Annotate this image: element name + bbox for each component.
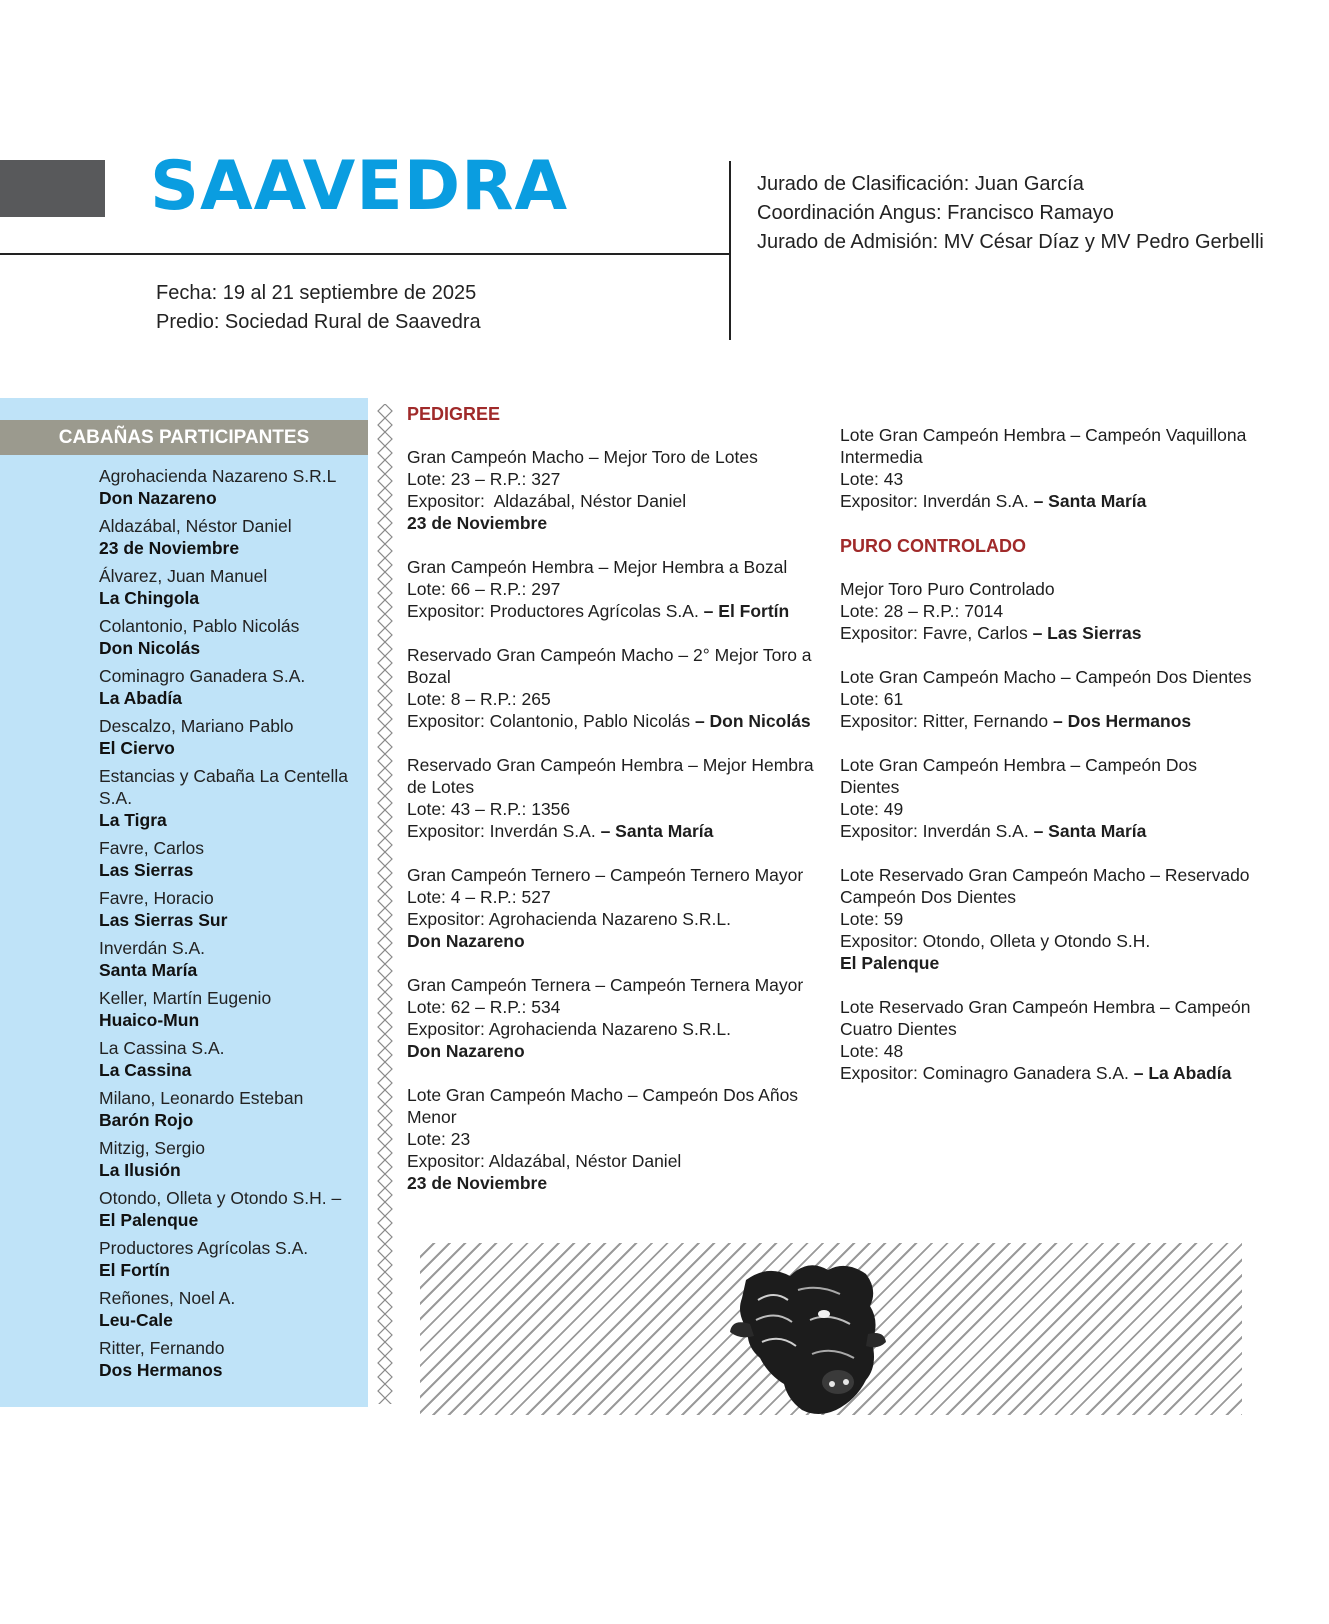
cabana-name: – Las Sierras (1032, 623, 1142, 643)
pedigree-title: PEDIGREE (407, 404, 501, 424)
gray-accent-block (0, 160, 105, 217)
event-date: Fecha: 19 al 21 septiembre de 2025 (156, 282, 477, 304)
event-venue: Predio: Sociedad Rural de Saavedra (156, 311, 481, 333)
cabana-name: La Abadía (99, 688, 182, 708)
cabanas-list (99, 465, 364, 1387)
diamond-mark (378, 1104, 392, 1118)
cabana-name: La Chingola (99, 588, 200, 608)
award-title: Lote Gran Campeón Macho – Campeón Dos Dientes (840, 667, 1252, 687)
diamond-mark (378, 460, 392, 474)
award-entry (840, 578, 1260, 644)
cabana-item (99, 515, 364, 559)
cabana-owner: La Cassina S.A. (99, 1038, 225, 1058)
cabana-item (99, 665, 364, 709)
award-expositor (407, 490, 827, 512)
award-entry (840, 996, 1260, 1084)
diamond-mark (378, 684, 392, 698)
diamond-mark (378, 936, 392, 950)
diamond-mark (378, 474, 392, 488)
cabana-name: Don Nicolás (99, 638, 201, 658)
cabana-item (99, 1287, 364, 1331)
award-title: Gran Campeón Macho – Mejor Toro de Lotes (407, 447, 758, 467)
expositor-name: Expositor: Ritter, Fernando (840, 711, 1054, 731)
award-lote: Lote: 4 – R.P.: 527 (407, 887, 551, 907)
cabana-name: La Ilusión (99, 1160, 181, 1180)
cabana-name: Barón Rojo (99, 1110, 194, 1130)
cabana-name: – Santa María (600, 821, 714, 841)
diamond-mark (378, 432, 392, 446)
cabana-name: El Palenque (99, 1210, 199, 1230)
diamond-mark (378, 1342, 392, 1356)
diamond-mark (378, 446, 392, 460)
diamond-mark (378, 740, 392, 754)
expositor-name: Expositor: Favre, Carlos (840, 623, 1033, 643)
diamond-mark (378, 1006, 392, 1020)
diamond-mark (378, 1062, 392, 1076)
diamond-mark (378, 726, 392, 740)
diamond-mark (378, 1034, 392, 1048)
expositor-name: Expositor: Cominagro Ganadera S.A. (840, 1063, 1134, 1083)
cabana-owner: Otondo, Olleta y Otondo S.H. – (99, 1188, 342, 1208)
cabana-owner: Estancias y Cabaña La Centella S.A. (99, 766, 349, 808)
diamond-mark (378, 950, 392, 964)
expositor-name: Expositor: Aldazábal, Néstor Daniel (407, 491, 687, 511)
diamond-mark (378, 558, 392, 572)
award-expositor (407, 710, 827, 732)
cabana-item (99, 987, 364, 1031)
diamond-mark (378, 978, 392, 992)
diamond-mark (378, 852, 392, 866)
cabana-item (99, 715, 364, 759)
cabana-name: Don Nazareno (407, 931, 525, 951)
award-title: Lote Gran Campeón Macho – Campeón Dos Años Menor (407, 1085, 799, 1127)
cabana-name: Don Nazareno (99, 488, 217, 508)
award-expositor (840, 622, 1260, 644)
award-entry (407, 446, 827, 534)
cabana-name: La Tigra (99, 810, 167, 830)
cabana-name: – Dos Hermanos (1053, 711, 1192, 731)
cabana-name: Santa María (99, 960, 198, 980)
cabana-name: – Don Nicolás (694, 711, 811, 731)
award-title: Lote Reservado Gran Campeón Macho – Reservado Campeón Dos Dientes (840, 865, 1250, 907)
award-expositor (407, 1018, 827, 1040)
diamond-mark (378, 866, 392, 880)
cabana-name: Don Nazareno (407, 1041, 525, 1061)
award-entry (840, 424, 1260, 512)
cabana-owner: Keller, Martín Eugenio (99, 988, 272, 1008)
cabana-name: Dos Hermanos (99, 1360, 223, 1380)
expositor-name: Expositor: Otondo, Olleta y Otondo S.H. (840, 931, 1151, 951)
cabana-item (99, 1037, 364, 1081)
header-divider-vertical (729, 161, 731, 340)
diamond-mark (378, 1230, 392, 1244)
diamond-mark (378, 1370, 392, 1384)
cabana-item (99, 765, 364, 831)
diamond-mark (378, 418, 392, 432)
award-expositor (840, 1062, 1260, 1084)
diamond-mark (378, 586, 392, 600)
cabana-name: 23 de Noviembre (407, 513, 548, 533)
expositor-name: Expositor: Productores Agrícolas S.A. (407, 601, 704, 621)
cabana-name: La Cassina (99, 1060, 192, 1080)
award-expositor (407, 600, 827, 622)
diamond-mark (378, 810, 392, 824)
award-entry (407, 556, 827, 622)
diamond-mark (378, 502, 392, 516)
award-expositor (840, 710, 1260, 732)
page-title: SAAVEDRA (150, 147, 569, 226)
diamond-mark (378, 1300, 392, 1314)
award-entry (840, 754, 1260, 842)
diamond-mark (378, 712, 392, 726)
award-entry (407, 644, 827, 732)
award-lote: Lote: 48 (840, 1041, 904, 1061)
cabana-owner: Colantonio, Pablo Nicolás (99, 616, 300, 636)
cabana-name: – El Fortín (703, 601, 790, 621)
jury-info (757, 170, 1264, 257)
expositor-name: Expositor: Aldazábal, Néstor Daniel (407, 1151, 682, 1171)
sidebar-title: CABAÑAS PARTICIPANTES (0, 420, 368, 455)
expositor-name: Expositor: Inverdán S.A. (840, 821, 1034, 841)
award-title: Gran Campeón Ternera – Campeón Ternera Mayor (407, 975, 804, 995)
award-entry (407, 754, 827, 842)
award-entry (840, 666, 1260, 732)
cabana-owner: Inverdán S.A. (99, 938, 206, 958)
cabana-item (99, 887, 364, 931)
cabana-name: – Santa María (1033, 821, 1147, 841)
award-title: Lote Gran Campeón Hembra – Campeón Vaquillona Intermedia (840, 425, 1247, 467)
diamond-mark (378, 1314, 392, 1328)
diamond-mark (378, 782, 392, 796)
cabana-item (99, 837, 364, 881)
cabana-name: 23 de Noviembre (99, 538, 240, 558)
diamond-mark (378, 1216, 392, 1230)
diamond-mark (378, 1244, 392, 1258)
award-lote: Lote: 61 (840, 689, 904, 709)
right-column (840, 424, 1260, 1106)
cabana-item (99, 1187, 364, 1231)
diamond-mark (378, 838, 392, 852)
award-lote: Lote: 28 – R.P.: 7014 (840, 601, 1004, 621)
diamond-mark (378, 754, 392, 768)
award-lote: Lote: 43 – R.P.: 1356 (407, 799, 571, 819)
cabana-item (99, 1237, 364, 1281)
cabana-item (99, 1087, 364, 1131)
diamond-mark (378, 1160, 392, 1174)
diamond-mark (378, 516, 392, 530)
diamond-mark (378, 1090, 392, 1104)
cabana-owner: Álvarez, Juan Manuel (99, 566, 268, 586)
diamond-mark (378, 1132, 392, 1146)
diamond-mark (378, 1188, 392, 1202)
cabana-item (99, 615, 364, 659)
cabana-owner: Favre, Carlos (99, 838, 205, 858)
diamond-mark (378, 404, 392, 418)
cabana-owner: Reñones, Noel A. (99, 1288, 236, 1308)
cabana-name: Leu-Cale (99, 1310, 173, 1330)
diamond-mark (378, 908, 392, 922)
diamond-mark (378, 1048, 392, 1062)
expositor-name: Expositor: Agrohacienda Nazareno S.R.L. (407, 909, 731, 929)
award-lote: Lote: 23 (407, 1129, 471, 1149)
award-entry (407, 864, 827, 952)
diamond-mark (378, 824, 392, 838)
diamond-mark (378, 642, 392, 656)
cabana-item (99, 565, 364, 609)
diamond-mark (378, 614, 392, 628)
award-lote: Lote: 59 (840, 909, 904, 929)
cabana-name: – Santa María (1033, 491, 1147, 511)
diamond-mark (378, 880, 392, 894)
diamond-mark (378, 670, 392, 684)
award-title: Gran Campeón Hembra – Mejor Hembra a Bozal (407, 557, 788, 577)
award-lote: Lote: 43 (840, 469, 904, 489)
cabana-name: El Palenque (840, 953, 940, 973)
diamond-mark (378, 1174, 392, 1188)
jury-clasificacion: Jurado de Clasificación: Juan García (757, 173, 1084, 195)
puro-controlado-title: PURO CONTROLADO (840, 536, 1026, 556)
jury-admision: Jurado de Admisión: MV César Díaz y MV Pedro Gerbelli (757, 231, 1264, 253)
diamond-mark (378, 1286, 392, 1300)
cabana-name: Huaico-Mun (99, 1010, 200, 1030)
award-entry (840, 864, 1260, 974)
cabana-owner: Descalzo, Mariano Pablo (99, 716, 294, 736)
header-divider-horizontal (0, 253, 731, 255)
diamond-mark (378, 1258, 392, 1272)
cabana-name: – La Abadía (1133, 1063, 1232, 1083)
award-expositor (840, 820, 1260, 842)
award-lote: Lote: 62 – R.P.: 534 (407, 997, 561, 1017)
diamond-mark (378, 922, 392, 936)
cabana-item (99, 465, 364, 509)
cabana-item (99, 1137, 364, 1181)
cabana-owner: Favre, Horacio (99, 888, 214, 908)
expositor-name: Expositor: Agrohacienda Nazareno S.R.L. (407, 1019, 731, 1039)
cabana-owner: Milano, Leonardo Esteban (99, 1088, 304, 1108)
cabana-name: El Ciervo (99, 738, 175, 758)
diamond-mark (378, 600, 392, 614)
cabana-item (99, 1337, 364, 1381)
diamond-mark (378, 894, 392, 908)
diamond-mark (378, 1076, 392, 1090)
award-entry (407, 1084, 827, 1194)
cabana-owner: Mitzig, Sergio (99, 1138, 206, 1158)
diamond-mark (378, 1118, 392, 1132)
cabana-owner: Agrohacienda Nazareno S.R.L (99, 466, 337, 486)
award-title: Reservado Gran Campeón Hembra – Mejor Hembra de Lotes (407, 755, 814, 797)
award-expositor (840, 490, 1260, 512)
diamond-mark (378, 698, 392, 712)
diamond-mark (378, 572, 392, 586)
diamond-mark (378, 1202, 392, 1216)
award-entry (407, 974, 827, 1062)
award-lote: Lote: 23 – R.P.: 327 (407, 469, 561, 489)
diamond-mark (378, 656, 392, 670)
award-title: Gran Campeón Ternero – Campeón Ternero Mayor (407, 865, 804, 885)
award-title: Mejor Toro Puro Controlado (840, 579, 1055, 599)
diamond-mark (378, 544, 392, 558)
cabana-item (99, 937, 364, 981)
diamond-mark (378, 1328, 392, 1342)
award-title: Reservado Gran Campeón Macho – 2° Mejor Toro a Bozal (407, 645, 812, 687)
event-info (156, 279, 481, 337)
diamond-mark (378, 964, 392, 978)
diamond-mark (378, 1272, 392, 1286)
award-expositor (407, 908, 827, 930)
cabana-name: Las Sierras Sur (99, 910, 228, 930)
cabana-owner: Aldazábal, Néstor Daniel (99, 516, 292, 536)
award-expositor (407, 820, 827, 842)
diamond-mark (378, 992, 392, 1006)
cabana-name: Las Sierras (99, 860, 194, 880)
cabana-owner: Productores Agrícolas S.A. (99, 1238, 309, 1258)
diamond-mark (378, 768, 392, 782)
diamond-mark (378, 628, 392, 642)
award-lote: Lote: 8 – R.P.: 265 (407, 689, 551, 709)
award-title: Lote Gran Campeón Hembra – Campeón Dos Dientes (840, 755, 1197, 797)
diamond-mark (378, 488, 392, 502)
diamond-mark (378, 1146, 392, 1160)
cabana-owner: Ritter, Fernando (99, 1338, 225, 1358)
cabana-name: El Fortín (99, 1260, 170, 1280)
cabana-name: 23 de Noviembre (407, 1173, 548, 1193)
award-lote: Lote: 49 (840, 799, 904, 819)
award-expositor (840, 930, 1260, 952)
award-lote: Lote: 66 – R.P.: 297 (407, 579, 561, 599)
cabana-owner: Cominagro Ganadera S.A. (99, 666, 306, 686)
jury-coordinacion: Coordinación Angus: Francisco Ramayo (757, 202, 1114, 224)
expositor-name: Expositor: Colantonio, Pablo Nicolás (407, 711, 695, 731)
diamond-border-decoration (377, 404, 393, 1404)
diamond-mark (378, 1384, 392, 1398)
angus-bull-head-icon (728, 1250, 888, 1418)
pedigree-column (407, 402, 827, 1216)
diamond-mark (378, 796, 392, 810)
diamond-mark (378, 1020, 392, 1034)
diamond-mark (378, 530, 392, 544)
expositor-name: Expositor: Inverdán S.A. (840, 491, 1034, 511)
award-expositor (407, 1150, 827, 1172)
expositor-name: Expositor: Inverdán S.A. (407, 821, 601, 841)
award-title: Lote Reservado Gran Campeón Hembra – Campeón Cuatro Dientes (840, 997, 1251, 1039)
diamond-mark (378, 1356, 392, 1370)
diamond-mark (378, 1398, 392, 1404)
